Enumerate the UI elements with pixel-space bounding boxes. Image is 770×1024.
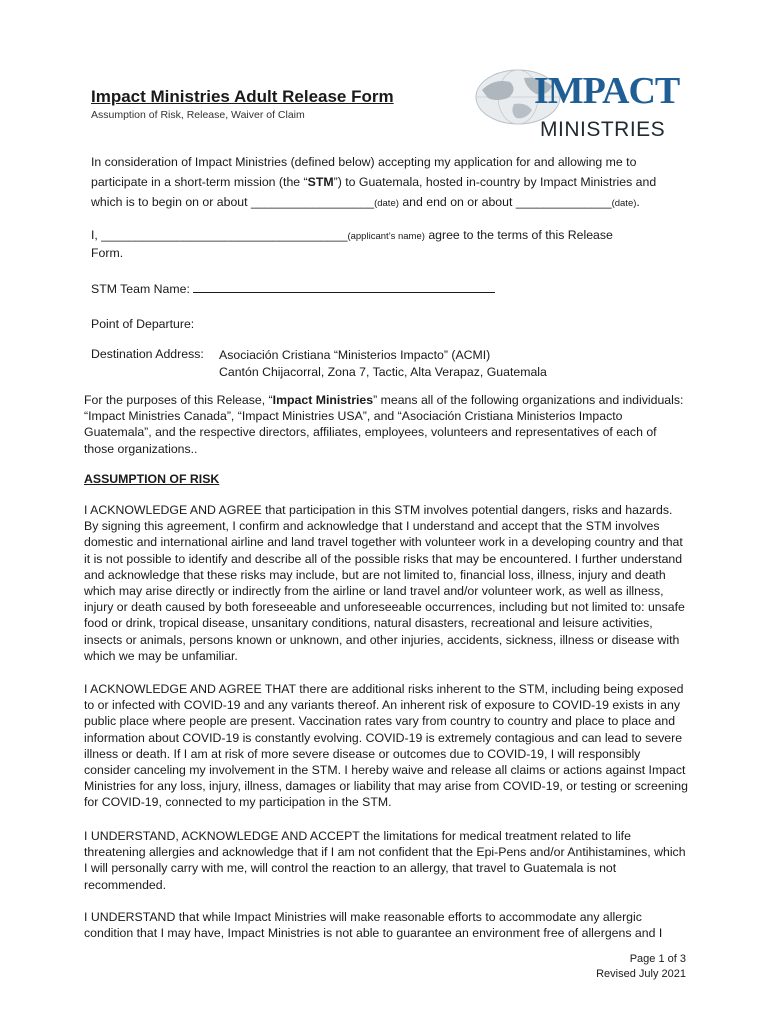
applicant-line-2: Form. bbox=[91, 246, 124, 260]
revision-date: Revised July 2021 bbox=[596, 968, 686, 980]
intro-line-1 bbox=[91, 154, 636, 171]
start-date-blank[interactable]: which is to begin on or about __________________ bbox=[91, 195, 375, 209]
end-date-blank[interactable]: and end on or about ______________ bbox=[398, 195, 612, 209]
date-hint: (date) bbox=[611, 198, 637, 209]
risk-paragraph-4: I UNDERSTAND that while Impact Ministries will make reasonable efforts to accommodate any allergic condition that I may have, Impact Ministries is not able to guarantee an environment free of allergens and I bbox=[84, 910, 663, 941]
applicant-text: agree to the terms of this Release bbox=[424, 228, 613, 242]
team-name-row bbox=[91, 280, 495, 298]
date-hint: (date) bbox=[374, 198, 399, 209]
applicant-name-hint: (applicant’s name) bbox=[347, 231, 425, 242]
destination-line-1: Asociación Cristiana “Ministerios Impacto” (ACMI) bbox=[219, 348, 491, 362]
departure-label: Point of Departure: bbox=[91, 317, 195, 331]
risk-paragraph-3: I UNDERSTAND, ACKNOWLEDGE AND ACCEPT the limitations for medical treatment related to life threatening allergies and acknowledge that if I am not confident that the Epi-Pens and/or Antihistamines, which I will personally carry with me, will control the reaction to an allergy, that travel to Guatemala is not recommended. bbox=[84, 829, 686, 892]
applicant-name-blank[interactable]: I, ____________________________________ bbox=[91, 228, 348, 242]
purposes-text-c: ” means all of the following organizations and individuals: “Impact Ministries Canada”, “Impact Ministries USA”, and “Asociación Cristiana Ministerios Impacto Guatemala”, and the respective directors, affiliates, employees, volunteers and representatives of each of those organizations.. bbox=[84, 393, 684, 456]
intro-text-1: In consideration of Impact Ministries (defined below) accepting my application for and allowing me to bbox=[91, 155, 637, 169]
intro-text-2c: ”) to Guatemala, hosted in-country by Impact Ministries and bbox=[333, 175, 657, 189]
team-name-label: STM Team Name: bbox=[91, 282, 190, 296]
impact-ministries-logo bbox=[474, 66, 684, 146]
destination-label: Destination Address: bbox=[91, 347, 204, 361]
page-footer bbox=[596, 952, 686, 982]
period: . bbox=[636, 195, 640, 209]
purposes-paragraph bbox=[84, 392, 690, 457]
risk-paragraph-2: I ACKNOWLEDGE AND AGREE THAT there are additional risks inherent to the STM, including being exposed to or infected with COVID-19 and any variants thereof. An inherent risk of exposure to COVID-19 exists in any public place where people are present. Vaccination rates vary from country to country and place to place and information about COVID-19 is constantly evolving. COVID-19 is extremely contagious and can lead to severe illness or death. If I am at risk of more severe disease or outcomes due to COVID-19, I will responsibly consider canceling my involvement in the STM. I hereby waive and release all claims or actions against Impact Ministries for any loss, injury, illness, damages or liability that may arise from COVID-19, or testing or screening for COVID-19, connected to my participation in the STM. bbox=[84, 682, 688, 810]
applicant-line bbox=[91, 227, 613, 245]
intro-text-2a: participate in a short-term mission (the “ bbox=[91, 175, 308, 189]
impact-ministries-term: Impact Ministries bbox=[272, 393, 374, 407]
team-name-field[interactable] bbox=[193, 280, 495, 293]
page-number: Page 1 of 3 bbox=[629, 953, 686, 965]
logo-word-ministries: MINISTRIES bbox=[540, 118, 666, 141]
assumption-of-risk-heading: ASSUMPTION OF RISK bbox=[84, 472, 220, 486]
page-subtitle: Assumption of Risk, Release, Waiver of Claim bbox=[91, 109, 305, 121]
stm-term: STM bbox=[307, 175, 334, 189]
risk-paragraph-1: I ACKNOWLEDGE AND AGREE that participation in this STM involves potential dangers, risks and hazards. By signing this agreement, I confirm and acknowledge that I understand and accept that the STM involves domestic and international airline and land travel together with volunteer work in a developing country and that it is not possible to identify and describe all of the possible risks that may be encountered. I further understand and acknowledge that these risks may include, but are not limited to, financial loss, illness, injury and death which may arise directly or indirectly from the airline or land travel and/or volunteer work, as well as illness, injury or death caused by both foreseeable and unforeseeable occurrences, including but not limited to: unsafe food or drink, tropical disease, unsanitary conditions, natural disasters, recreational and leisure activities, insects or animals, persons known or unknown, and other injuries, accidents, sickness, illness or disease with which we may be unfamiliar. bbox=[84, 503, 685, 663]
logo-word-impact: IMPACT bbox=[534, 70, 680, 112]
intro-line-3 bbox=[91, 194, 640, 212]
purposes-text-a: For the purposes of this Release, “ bbox=[84, 393, 273, 407]
intro-line-2 bbox=[91, 174, 656, 191]
destination-address bbox=[219, 347, 547, 381]
destination-line-2: Cantón Chijacorral, Zona 7, Tactic, Alta Verapaz, Guatemala bbox=[219, 365, 547, 379]
page-title: Impact Ministries Adult Release Form bbox=[91, 87, 394, 106]
